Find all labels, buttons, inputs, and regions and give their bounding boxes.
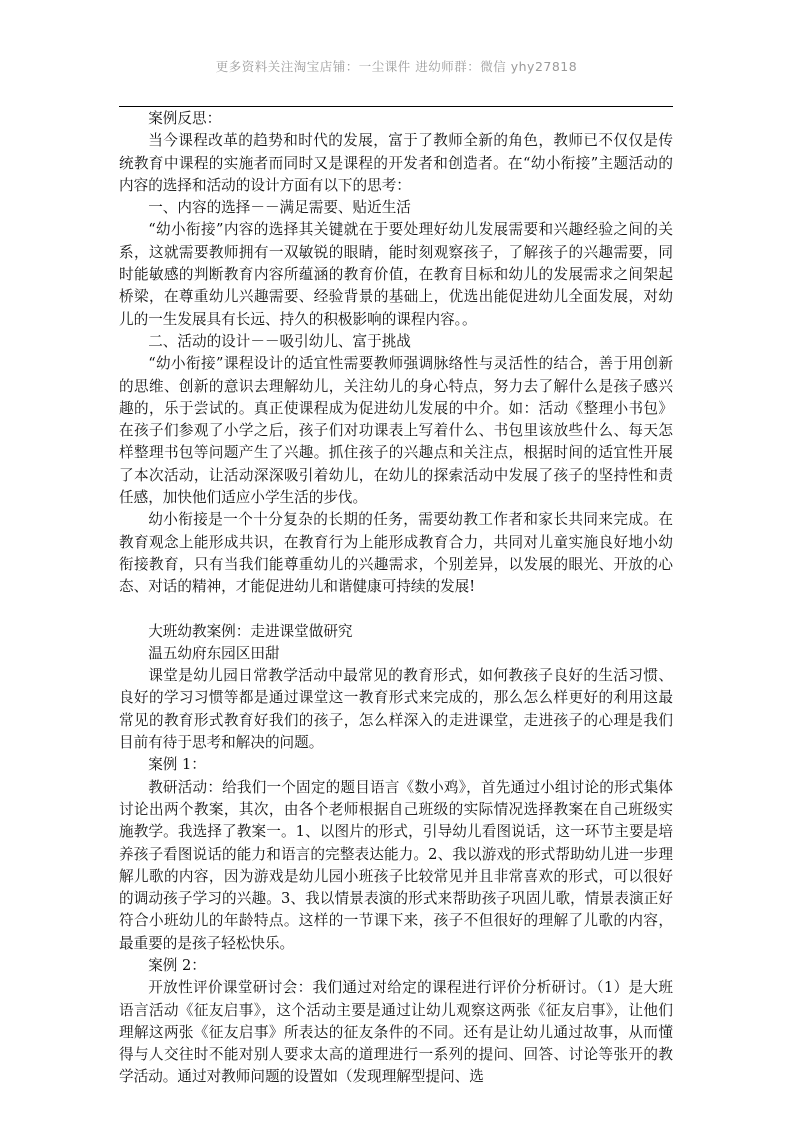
case-study-author: 温五幼府东园区田甜 xyxy=(148,644,280,662)
header-rule xyxy=(119,106,673,107)
reflection-intro: 当今课程改革的趋势和时代的发展，富于了教师全新的角色，教师已不仅仅是传统教育中课程的实施者而同时又是课程的开发者和创造者。在“幼小衔接”主题活动的内容的选择和活动的设计方面有以下的思考： xyxy=(119,132,673,194)
point1-body: “幼小衔接”内容的选择其关键就在于要处理好幼儿发展需要和兴趣经验之间的关系，这就需要教师拥有一双敏锐的眼睛，能时刻观察孩子，了解孩子的兴趣需要，同时能敏感的判断教育内容所蕴涵的教育价值，在教育目标和幼儿的发展需求之间架起桥梁，在尊重幼儿兴趣需要、经验背景的基础上，优选出能促进幼儿全面发展，对幼儿的一生发展具有长远、持久的积极影响的课程内容。。 xyxy=(119,221,673,328)
reflection-heading: 案例反思： xyxy=(148,110,222,127)
case1-label: 案例 1： xyxy=(148,756,206,774)
case1-body: 教研活动：给我们一个固定的题目语言《数小鸡》，首先通过小组讨论的形式集体讨论出两个教案，其次，由各个老师根据自己班级的实际情况选择教案在自己班级实施教学。我选择了教案一。1、以图片的形式，引导幼儿看图说话，这一环节主要是培养孩子看图说话的能力和语言的完整表达能力。2、我以游戏的形式帮助幼儿进一步理解儿歌的内容，因为游戏是幼儿园小班孩子比较常见并且非常喜欢的形式，可以很好的调动孩子学习的兴趣。3、我以情景表演的形式来帮助孩子巩固儿歌，情景表演正好符合小班幼儿的年龄特点。这样的一节课下来，孩子不但很好的理解了儿歌的内容，最重要的是孩子轻松快乐。 xyxy=(119,778,673,952)
section-gap xyxy=(119,599,673,621)
case-study-intro: 课堂是幼儿园日常教学活动中最常见的教育形式，如何教孩子良好的生活习惯、良好的学习习惯等都是通过课堂这一教育形式来完成的，那么怎么样更好的利用这最常见的教育形式教育好我们的孩子，怎么样深入的走进课堂，走进孩子的心理是我们目前有待于思考和解决的问题。 xyxy=(119,667,673,752)
case2-body: 开放性评价课堂研讨会：我们通过对给定的课程进行评价分析研讨。（1）是大班语言活动《征友启事》，这个活动主要是通过让幼儿观察这两张《征友启事》，让他们理解这两张《征友启事》所表达的征友条件的不同。还有是让幼儿通过故事，从而懂得与人交往时不能对别人要求太高的道理进行一系列的提问、回答、讨论等张开的教学活动。通过对教师问题的设置如（发现理解型提问、选 xyxy=(119,979,673,1086)
document-body xyxy=(119,108,673,1089)
case2-label: 案例 2： xyxy=(148,956,206,974)
point2-body: “幼小衔接”课程设计的适宜性需要教师强调脉络性与灵活性的结合，善于用创新的思维、创新的意识去理解幼儿，关注幼儿的身心特点，努力去了解什么是孩子感兴趣的，乐于尝试的。真正使课程成为促进幼儿发展的中介。如：活动《整理小书包》在孩子们参观了小学之后，孩子们对功课表上写着什么、书包里该放些什么、每天怎样整理书包等问题产生了兴趣。抓住孩子的兴趣点和关注点，根据时间的适宜性开展了本次活动，让活动深深吸引着幼儿，在幼儿的探索活动中发展了孩子的坚持性和责任感，加快他们适应小学生活的步伐。 xyxy=(119,355,673,507)
page-header: 更多资料关注淘宝店铺：一尘课件 进幼师群：微信 yhy27818 xyxy=(215,59,578,74)
point2-title: 二、活动的设计－－吸引幼儿、富于挑战 xyxy=(148,332,411,350)
point1-title: 一、内容的选择－－满足需要、贴近生活 xyxy=(148,199,411,217)
case-study-title: 大班幼教案例：走进课堂做研究 xyxy=(148,622,353,640)
reflection-conclusion: 幼小衔接是一个十分复杂的长期的任务，需要幼教工作者和家长共同来完成。在教育观念上能形成共识，在教育行为上能形成教育合力，共同对儿童实施良好地小幼衔接教育，只有当我们能尊重幼儿的兴趣需求，个别差异，以发展的眼光、开放的心态、对话的精神，才能促进幼儿和谐健康可持续的发展! xyxy=(119,511,673,596)
